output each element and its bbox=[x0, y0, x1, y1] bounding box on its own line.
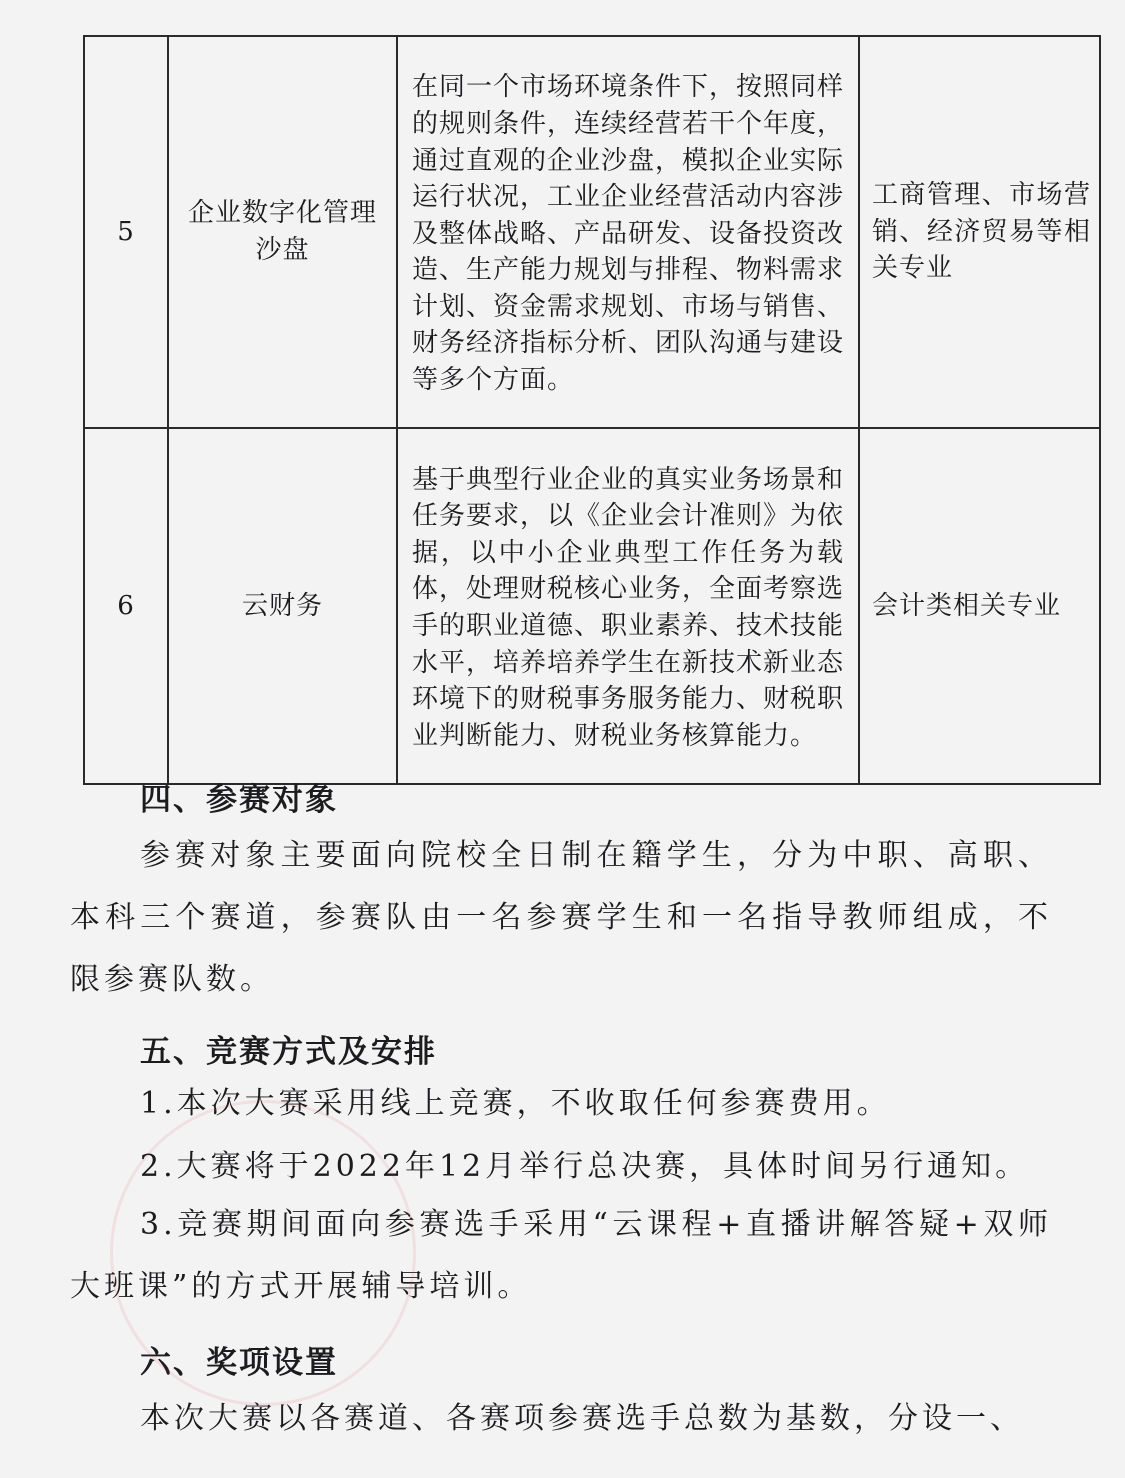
format-item-1: 1.本次大赛采用线上竞赛，不收取任何参赛费用。 bbox=[140, 1086, 891, 1121]
format-item-3: 3.竞赛期间面向参赛选手采用“云课程+直播讲解答疑+双师大班课”的方式开展辅导培训。 bbox=[70, 1207, 1052, 1304]
participants-paragraph: 参赛对象主要面向院校全日制在籍学生，分为中职、高职、本科三个赛道，参赛队由一名参赛学生和一名指导教师组成，不限参赛队数。 bbox=[70, 838, 1052, 997]
event-name: 云财务 bbox=[168, 428, 397, 784]
event-majors: 工商管理、市场营销、经济贸易等相关专业 bbox=[859, 36, 1100, 428]
event-name: 企业数字化管理沙盘 bbox=[168, 36, 397, 428]
section-heading-format: 五、竞赛方式及安排 bbox=[140, 1034, 437, 1070]
table-row bbox=[84, 428, 1100, 784]
event-majors: 会计类相关专业 bbox=[859, 428, 1100, 784]
competition-events-table bbox=[83, 35, 1101, 785]
event-number: 6 bbox=[84, 428, 168, 784]
section-heading-awards: 六、奖项设置 bbox=[140, 1345, 338, 1381]
event-number: 5 bbox=[84, 36, 168, 428]
awards-paragraph: 本次大赛以各赛道、各赛项参赛选手总数为基数，分设一、 bbox=[140, 1401, 1024, 1436]
event-description: 在同一个市场环境条件下，按照同样的规则条件，连续经营若干个年度，通过直观的企业沙盘，模拟企业实际运行状况，工业企业经营活动内容涉及整体战略、产品研发、设备投资改造、生产能力规划与排程、物料需求计划、资金需求规划、市场与销售、财务经济指标分析、团队沟通与建设等多个方面。 bbox=[397, 36, 859, 428]
table-row bbox=[84, 36, 1100, 428]
section-heading-participants: 四、参赛对象 bbox=[140, 782, 338, 818]
event-description: 基于典型行业企业的真实业务场景和任务要求，以《企业会计准则》为依据，以中小企业典型工作任务为载体，处理财税核心业务，全面考察选手的职业道德、职业素养、技术技能水平，培养培养学生在新技术新业态环境下的财税事务服务能力、财税职业判断能力、财税业务核算能力。 bbox=[397, 428, 859, 784]
format-item-2: 2.大赛将于2022年12月举行总决赛，具体时间另行通知。 bbox=[140, 1149, 1030, 1184]
